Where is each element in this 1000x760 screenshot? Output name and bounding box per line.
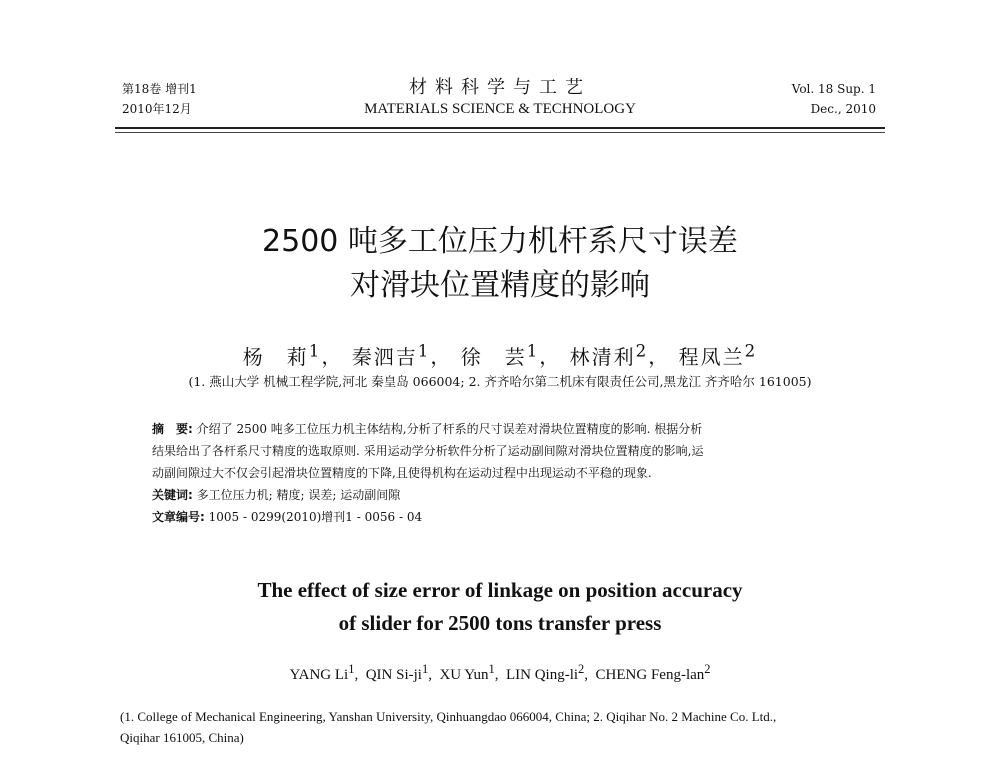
abstract-line: 结果给出了各杆系尺寸精度的选取原则. 采用运动学分析软件分析了运动副间隙对滑块位置精度的影响,运 — [152, 444, 704, 458]
affiliation-en — [120, 706, 890, 748]
paper-title-en — [0, 574, 1000, 640]
author-cn: 程凤兰$^2$ — [678, 341, 758, 369]
article-number — [152, 506, 852, 528]
keywords — [152, 484, 852, 506]
abstract-label: 摘 要: — [152, 422, 193, 436]
title-en-line2: of slider for 2500 tons transfer press — [338, 611, 662, 635]
affiliation-en-line1: (1. College of Mechanical Engineering, Yanshan University, Qinhuangdao 066004, China; 2. Qiqihar No. 2 Machine Co. Ltd., — [120, 709, 777, 724]
publication-date: 2010年12月 — [122, 102, 192, 116]
journal-name-en: MATERIALS SCIENCE & TECHNOLOGY — [364, 101, 636, 117]
article-number-text: 1005 - 0299(2010)增刊1 - 0056 - 04 — [208, 510, 423, 524]
affiliation-cn: (1. 燕山大学 机械工程学院,河北 秦皇岛 066004; 2. 齐齐哈尔第二机床有限责任公司,黑龙江 齐齐哈尔 161005) — [188, 374, 812, 389]
journal-volume-info-en — [792, 79, 876, 119]
keywords-text: 多工位压力机; 精度; 误差; 运动副间隙 — [196, 488, 401, 502]
title-cn-line2: 对滑块位置精度的影响 — [350, 268, 650, 303]
author-en: XU Yun$^1$ — [439, 662, 495, 683]
author-cn: 杨 莉$^1$ — [242, 341, 322, 369]
paper-title-cn — [0, 220, 1000, 308]
abstract-block — [152, 418, 852, 528]
volume-issue-en: Vol. 18 Sup. 1 — [791, 82, 876, 96]
header-rule-thick — [115, 127, 885, 129]
volume-issue: 第18卷 增刊1 — [122, 82, 197, 96]
journal-name-cn: 材料科学与工艺 — [409, 77, 591, 98]
header-rule-thin — [115, 132, 885, 133]
article-number-label: 文章编号: — [152, 510, 205, 524]
title-cn-line1: 2500 吨多工位压力机杆系尺寸误差 — [262, 224, 738, 259]
author-en: YANG Li$^1$ — [289, 662, 355, 683]
author-cn: 徐 芸$^1$ — [460, 341, 540, 369]
abstract-line: 摘 要: 介绍了 2500 吨多工位压力机主体结构,分析了杆系的尺寸误差对滑块位置精度的影响. 根据分析 — [152, 422, 703, 436]
author-en: QIN $Si-ji^1$ — [365, 662, 429, 683]
abstract-line: 动副间隙过大不仅会引起滑块位置精度的下降,且使得机构在运动过程中出现运动不平稳的现象. — [152, 466, 652, 480]
affiliation-en-line2: Qiqihar 161005, China) — [120, 730, 244, 745]
author-cn: 林清利$^2$ — [569, 341, 649, 369]
author-en: LIN Qing-$li^2$ — [505, 662, 585, 683]
author-cn: 秦泗吉$^1$ — [351, 341, 431, 369]
publication-date-en: Dec., 2010 — [810, 102, 876, 116]
keywords-label: 关键词: — [152, 488, 193, 502]
author-list-cn: 杨 莉$^1$， 秦泗吉$^1$， 徐 芸$^1$， 林清利$^2$， 程凤兰$^2$ — [242, 341, 758, 369]
author-list-en: YANG Li$^1$, QIN $Si-ji^1$, XU Yun$^1$, LIN Qing-$li^2$, CHENG Feng-lan$^2$ — [289, 662, 711, 683]
title-en-line1: The effect of size error of linkage on position accuracy — [257, 578, 743, 602]
author-en: CHENG Feng-lan$^2$ — [595, 662, 711, 683]
